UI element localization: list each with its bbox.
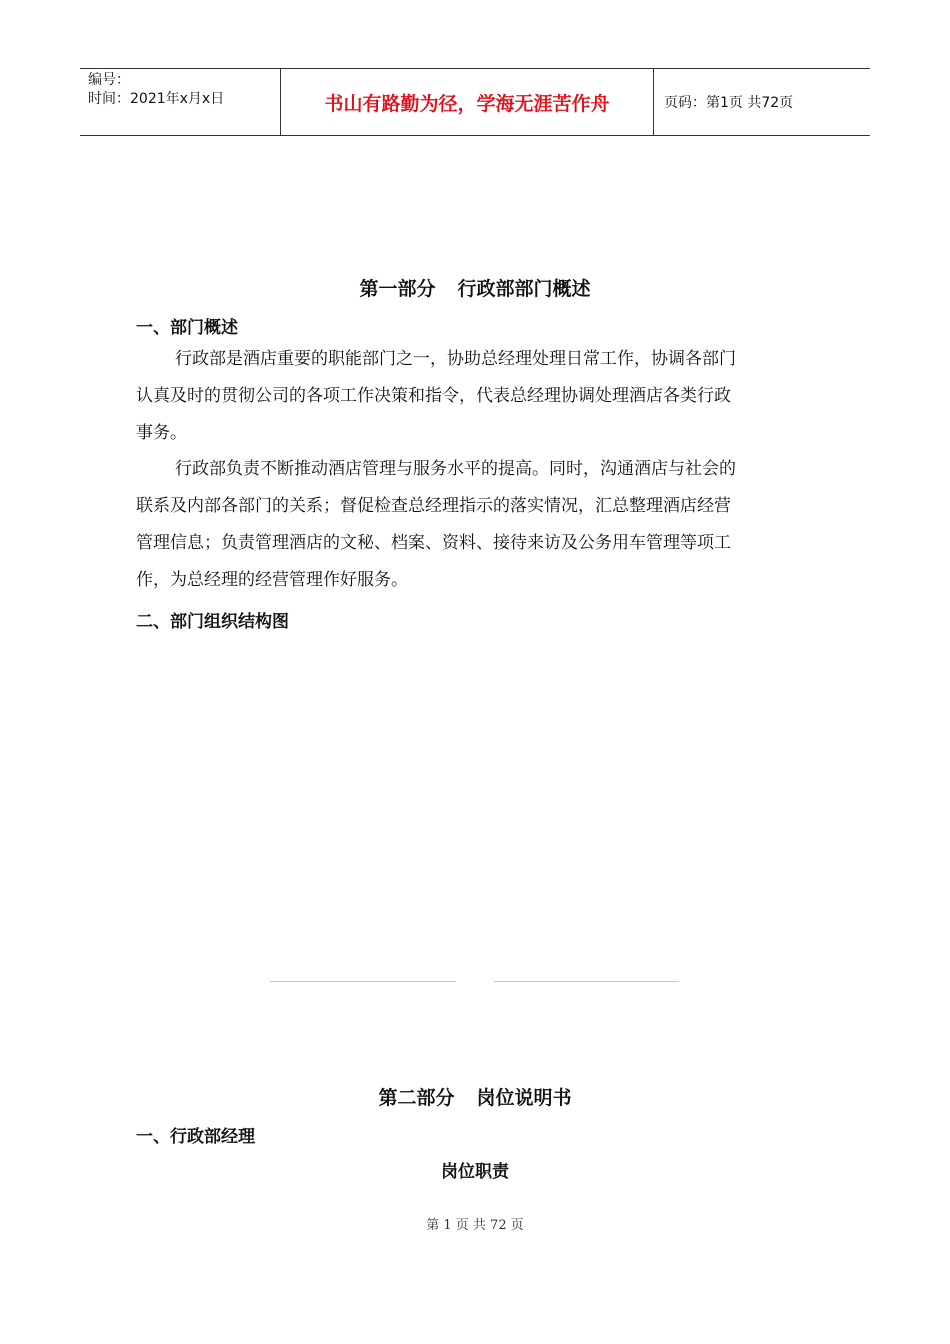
section-heading-org-chart: 二、部门组织结构图 [136,612,289,632]
paragraph-overview-2 [136,451,816,599]
part1-title-b: 行政部部门概述 [457,278,591,300]
paragraph-line: 作，为总经理的经营管理作好服务。 [136,570,408,590]
part2-title [0,1083,950,1110]
header-motto: 书山有路勤为径，学海无涯苦作舟 [281,69,654,135]
number-label: 编号： [88,72,130,88]
paragraph-overview-1 [136,341,816,452]
part2-title-a: 第二部分 [378,1087,455,1109]
header-meta [80,69,281,135]
page-footer: 第 1 页 共 72 页 [426,1218,524,1233]
paragraph-line: 行政部是酒店重要的职能部门之一，协助总经理处理日常工作，协调各部门 [175,349,736,369]
part2-title-b: 岗位说明书 [476,1087,572,1109]
document-header [80,68,870,136]
subheading-duties: 岗位职责 [441,1162,509,1182]
section-heading-overview: 一、部门概述 [136,318,238,338]
paragraph-line: 联系及内部各部门的关系；督促检查总经理指示的落实情况，汇总整理酒店经营 [136,496,731,516]
paragraph-line: 管理信息；负责管理酒店的文秘、档案、资料、接待来访及公务用车管理等项工 [136,533,731,553]
divider-left [270,981,456,982]
paragraph-line: 行政部负责不断推动酒店管理与服务水平的提高。同时，沟通酒店与社会的 [175,459,736,479]
time-label: 时间：2021年x月x日 [88,91,225,107]
part1-title-a: 第一部分 [359,278,436,300]
part1-title [0,274,950,301]
divider-right [494,981,679,982]
paragraph-line: 事务。 [136,423,187,443]
header-page-info: 页码：第1页 共72页 [664,95,794,111]
section-heading-manager: 一、行政部经理 [136,1127,255,1147]
paragraph-line: 认真及时的贯彻公司的各项工作决策和指令，代表总经理协调处理酒店各类行政 [136,386,731,406]
